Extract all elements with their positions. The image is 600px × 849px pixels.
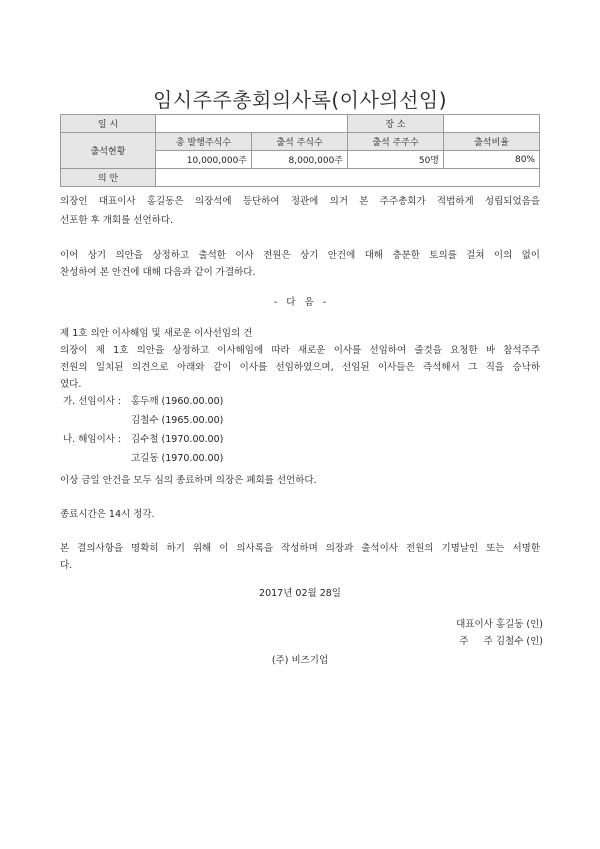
value-present-shares: 8,000,000주 — [252, 151, 348, 169]
table-row — [61, 133, 540, 151]
place-value-cell — [444, 115, 540, 133]
list-item-label: 나. 해임이사 : — [63, 434, 122, 445]
table-row — [61, 115, 540, 133]
final-line-1: 본 결의사항을 명확히 하기 위해 이 의사록을 작성하며 의장과 출석이사 전원의 기명날인 또는 서명한 — [60, 543, 540, 554]
separator-heading: - 다 음 - — [273, 297, 327, 308]
attendance-label-cell: 출석현황 — [61, 133, 156, 169]
document-title: 임시주주총회의사록(이사의선임) — [152, 88, 448, 112]
closing-statement: 이상 금일 안건을 모두 심의 종료하며 의장은 폐회를 선언하다. — [60, 475, 317, 486]
list-item — [63, 430, 223, 449]
date-value-cell — [156, 115, 348, 133]
company-name: (주) 비즈기업 — [271, 655, 329, 666]
opening-line-2: 선포한 후 개회를 선언하다. — [60, 215, 174, 226]
list-item — [63, 449, 223, 468]
header-total-shares: 총 발행주식수 — [156, 133, 252, 151]
list-item — [63, 392, 223, 411]
list-item-name: 홍두깨 (1960.00.00) — [131, 396, 224, 407]
opening-line-1: 의장인 대표이사 홍길동은 의장석에 등단하여 정관에 의거 본 주주총회가 적법하게 성립되었음을 — [60, 196, 540, 207]
list-item-name: 김수철 (1970.00.00) — [131, 434, 224, 445]
motion-line-1: 이어 상기 의안을 상정하고 출석한 이사 전원은 상기 안건에 대해 충분한 토의를 걸쳐 이의 없이 — [60, 250, 540, 261]
agenda-item-title: 제 1호 의안 이사해임 및 새로운 이사선임의 건 — [60, 328, 253, 339]
motion-line-2: 찬성하여 본 안건에 대해 다음과 같이 가결하다. — [60, 267, 256, 278]
agenda-item-line-2: 전원의 일치된 의견으로 아래와 같이 이사를 선임하였으며, 선임된 이사들은 즉석해서 그 직을 승낙하 — [60, 362, 540, 373]
table-row — [61, 169, 540, 187]
director-list — [63, 392, 223, 468]
meeting-info-table — [60, 114, 540, 187]
agenda-value-cell — [156, 169, 540, 187]
signature-ceo: 대표이사 홍길동 (인) — [456, 619, 543, 630]
value-present-holders: 50명 — [348, 151, 444, 169]
value-total-shares: 10,000,000주 — [156, 151, 252, 169]
list-item-name: 고길동 (1970.00.00) — [131, 453, 224, 464]
list-item-name: 김철수 (1965.00.00) — [131, 415, 224, 426]
document-date: 2017년 02월 28일 — [259, 588, 341, 599]
date-label-cell: 일 시 — [61, 115, 156, 133]
signature-shareholder: 주 주 김철수 (인) — [459, 636, 543, 647]
list-item-label: 가. 선임이사 : — [63, 396, 122, 407]
agenda-item-line-3: 였다. — [60, 379, 82, 390]
list-item — [63, 411, 223, 430]
header-present-shares: 출석 주식수 — [252, 133, 348, 151]
header-attendance-rate: 출석비율 — [444, 133, 540, 151]
agenda-item-line-1: 의장이 제 1호 의안을 상정하고 이사해임에 따라 새로운 이사를 선임하여 줄것을 요청한 바 참석주주 — [60, 345, 540, 356]
end-time: 종료시간은 14시 정각. — [60, 509, 155, 520]
place-label-cell: 장 소 — [348, 115, 444, 133]
final-line-2: 다. — [60, 560, 73, 571]
agenda-label-cell: 의 안 — [61, 169, 156, 187]
header-present-holders: 출석 주주수 — [348, 133, 444, 151]
value-attendance-rate: 80% — [444, 151, 540, 169]
